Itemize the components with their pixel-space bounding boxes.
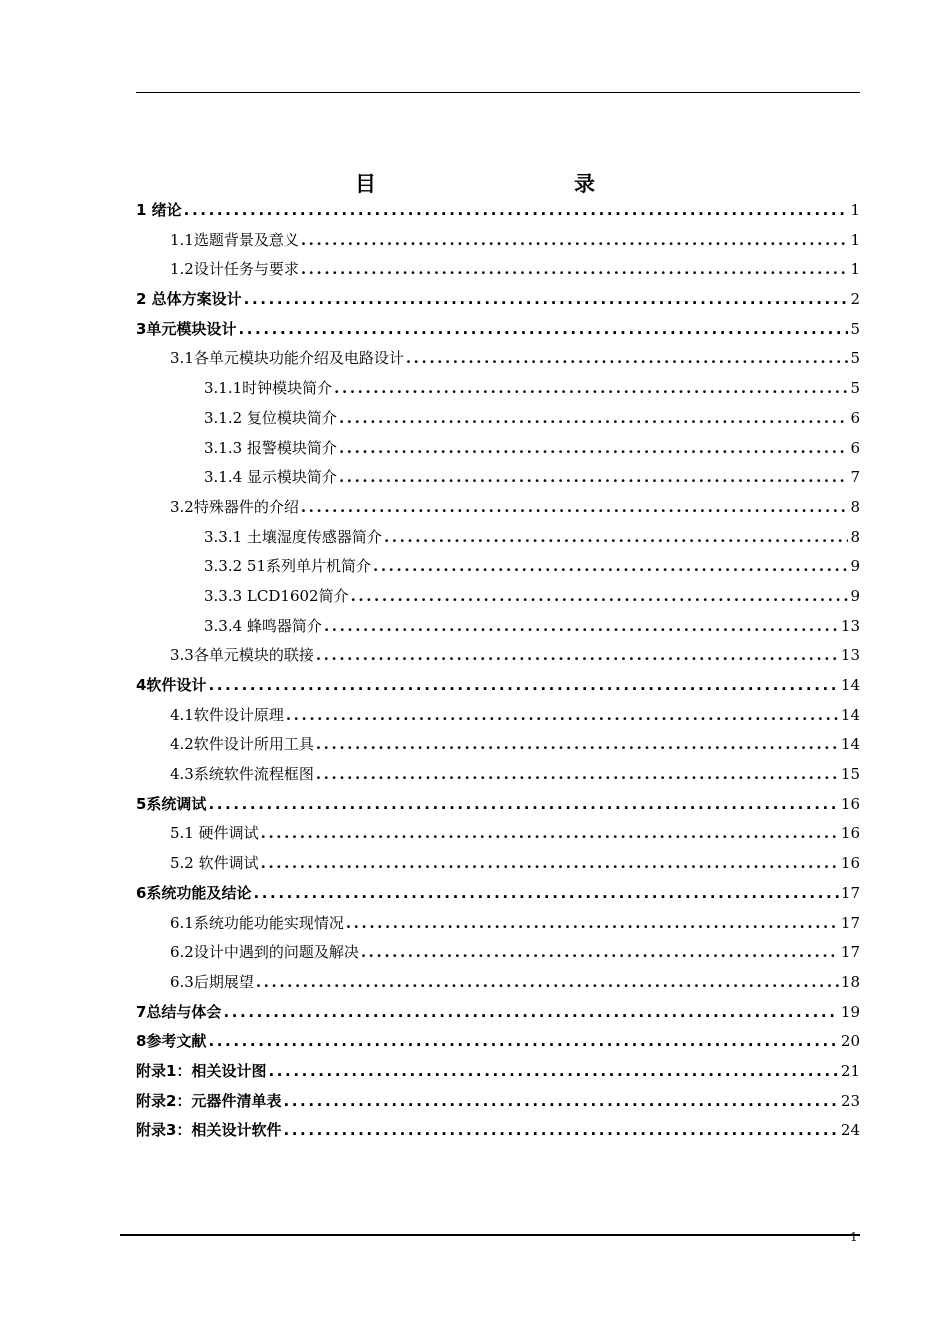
toc-entry[interactable] — [136, 552, 860, 582]
toc-entry-page: 6 — [850, 438, 860, 457]
toc-dot-leader — [208, 1027, 838, 1057]
toc-entry-page: 15 — [840, 765, 860, 784]
toc-entry-page: 5 — [850, 319, 860, 338]
toc-entry-label: 3.1.2 复位模块简介 — [204, 408, 337, 427]
toc-entry-page: 20 — [840, 1032, 860, 1051]
toc-dot-leader — [268, 1057, 838, 1087]
toc-entry-label: 4.2软件设计所用工具 — [170, 735, 314, 754]
toc-dot-leader — [351, 582, 849, 612]
toc-entry-page: 8 — [850, 527, 860, 546]
toc-dot-leader — [208, 671, 838, 701]
toc-dot-leader — [316, 730, 839, 760]
toc-entry-page: 14 — [840, 735, 860, 754]
toc-entry-label: 8参考文献 — [136, 1032, 207, 1051]
toc-dot-leader — [406, 344, 849, 374]
toc-entry[interactable] — [136, 879, 860, 909]
toc-entry-page: 1 — [850, 201, 860, 219]
toc-entry-label: 3.1各单元模块功能介绍及电路设计 — [170, 349, 404, 368]
toc-dot-leader — [301, 226, 849, 256]
toc-dot-leader — [316, 641, 839, 671]
toc-dot-leader — [339, 404, 849, 434]
toc-entry[interactable] — [136, 909, 860, 939]
toc-entry-label: 6.1系统功能功能实现情况 — [170, 913, 344, 932]
toc-dot-leader — [301, 493, 849, 523]
toc-entry[interactable] — [136, 998, 860, 1028]
toc-dot-leader — [223, 998, 838, 1028]
toc-entry-page: 1 — [850, 230, 860, 249]
toc-dot-leader — [283, 1087, 838, 1117]
toc-dot-leader — [286, 701, 839, 731]
footer-rule — [120, 1234, 860, 1236]
toc-entry-label: 5.1 硬件调试 — [170, 824, 259, 843]
toc-entry-label: 3.3.3 LCD1602简介 — [204, 586, 349, 605]
toc-entry[interactable] — [136, 790, 860, 820]
toc-entry-label: 1 绪论 — [136, 201, 182, 219]
toc-dot-leader — [208, 790, 838, 820]
toc-dot-leader — [324, 612, 839, 642]
toc-entry-label: 3.3.2 51系列单片机简介 — [204, 557, 372, 576]
toc-dot-leader — [339, 434, 849, 464]
toc-entry[interactable] — [136, 819, 860, 849]
toc-entry-label: 3.3.1 土壤湿度传感器简介 — [204, 527, 382, 546]
toc-entry-label: 3.2特殊器件的介绍 — [170, 497, 299, 516]
toc-dot-leader — [361, 938, 839, 968]
toc-dot-leader — [334, 374, 848, 404]
toc-entry-label: 5系统调试 — [136, 794, 207, 813]
toc-dot-leader — [238, 315, 848, 345]
toc-entry-page: 5 — [850, 349, 860, 368]
toc-entry[interactable] — [136, 1116, 860, 1146]
toc-entry-page: 16 — [840, 824, 860, 843]
toc-entry-label: 4软件设计 — [136, 676, 207, 694]
toc-entry-label: 4.3系统软件流程框图 — [170, 765, 314, 784]
toc-entry-label: 附录1：相关设计图 — [136, 1061, 267, 1080]
toc-entry-page: 17 — [840, 913, 860, 932]
toc-entry[interactable] — [136, 463, 860, 493]
header-rule — [136, 92, 860, 93]
toc-entry-page: 6 — [850, 408, 860, 427]
toc-entry[interactable] — [136, 671, 860, 701]
toc-entry[interactable] — [136, 760, 860, 790]
toc-entry-page: 16 — [840, 794, 860, 813]
toc-entry[interactable] — [136, 849, 860, 879]
toc-dot-leader — [384, 523, 849, 553]
toc-entry-page: 2 — [850, 290, 860, 309]
toc-entry-page: 5 — [850, 379, 860, 398]
toc-entry-label: 附录2：元器件清单表 — [136, 1091, 282, 1110]
toc-entry[interactable] — [136, 344, 860, 374]
toc-entry[interactable] — [136, 226, 860, 256]
toc-list — [136, 196, 860, 1146]
toc-entry-label: 1.1选题背景及意义 — [170, 230, 299, 249]
toc-entry-label: 附录3：相关设计软件 — [136, 1121, 282, 1140]
toc-entry[interactable] — [136, 285, 860, 315]
toc-dot-leader — [373, 552, 848, 582]
toc-entry-label: 7总结与体会 — [136, 1002, 222, 1021]
toc-entry-page: 9 — [850, 557, 860, 576]
toc-entry[interactable] — [136, 1027, 860, 1057]
toc-entry[interactable] — [136, 493, 860, 523]
toc-entry[interactable] — [136, 612, 860, 642]
toc-entry-page: 14 — [840, 676, 860, 694]
toc-entry-label: 6系统功能及结论 — [136, 883, 252, 902]
toc-entry[interactable] — [136, 196, 860, 226]
toc-entry[interactable] — [136, 1057, 860, 1087]
toc-entry-label: 6.3后期展望 — [170, 972, 254, 991]
toc-entry-label: 3.3各单元模块的联接 — [170, 646, 314, 665]
toc-entry-label: 4.1软件设计原理 — [170, 705, 284, 724]
toc-entry[interactable] — [136, 434, 860, 464]
toc-entry[interactable] — [136, 315, 860, 345]
toc-entry[interactable] — [136, 701, 860, 731]
toc-entry[interactable] — [136, 641, 860, 671]
toc-entry[interactable] — [136, 730, 860, 760]
toc-entry-page: 23 — [840, 1091, 860, 1110]
toc-entry-page: 17 — [840, 883, 860, 902]
toc-entry-page: 19 — [840, 1002, 860, 1021]
toc-entry[interactable] — [136, 1087, 860, 1117]
toc-entry-page: 8 — [850, 497, 860, 516]
toc-dot-leader — [346, 909, 839, 939]
toc-dot-leader — [339, 463, 849, 493]
toc-dot-leader — [261, 849, 839, 879]
toc-dot-leader — [316, 760, 839, 790]
toc-entry-label: 6.2设计中遇到的问题及解决 — [170, 943, 359, 962]
toc-entry-page: 13 — [840, 646, 860, 665]
toc-entry-label: 3.1.3 报警模块简介 — [204, 438, 337, 457]
toc-entry-page: 14 — [840, 705, 860, 724]
toc-entry-page: 21 — [840, 1061, 860, 1080]
toc-entry-page: 18 — [840, 972, 860, 991]
toc-entry[interactable] — [136, 523, 860, 553]
toc-entry-label: 5.2 软件调试 — [170, 854, 259, 873]
toc-entry[interactable] — [136, 582, 860, 612]
toc-entry[interactable] — [136, 404, 860, 434]
toc-entry-label: 1.2设计任务与要求 — [170, 260, 299, 279]
toc-entry-page: 7 — [850, 468, 860, 487]
toc-dot-leader — [283, 1116, 838, 1146]
toc-title: 目 录 — [355, 172, 647, 196]
toc-entry[interactable] — [136, 968, 860, 998]
toc-entry-page: 9 — [850, 586, 860, 605]
toc-entry-page: 1 — [850, 260, 860, 279]
toc-entry[interactable] — [136, 374, 860, 404]
toc-dot-leader — [256, 968, 839, 998]
toc-entry-label: 3.3.4 蜂鸣器简介 — [204, 616, 322, 635]
toc-entry-label: 2 总体方案设计 — [136, 290, 242, 309]
toc-dot-leader — [301, 255, 849, 285]
toc-entry-page: 24 — [840, 1121, 860, 1140]
toc-entry[interactable] — [136, 938, 860, 968]
toc-entry-label: 3.1.1时钟模块简介 — [204, 379, 333, 398]
toc-dot-leader — [244, 285, 849, 315]
toc-entry-page: 16 — [840, 854, 860, 873]
toc-dot-leader — [253, 879, 838, 909]
page-number: 1 — [850, 1230, 858, 1244]
toc-entry-page: 17 — [840, 943, 860, 962]
toc-dot-leader — [184, 196, 849, 226]
toc-entry-page: 13 — [840, 616, 860, 635]
toc-entry-label: 3.1.4 显示模块简介 — [204, 468, 337, 487]
toc-entry-label: 3单元模块设计 — [136, 319, 237, 338]
toc-entry[interactable] — [136, 255, 860, 285]
toc-dot-leader — [261, 819, 839, 849]
